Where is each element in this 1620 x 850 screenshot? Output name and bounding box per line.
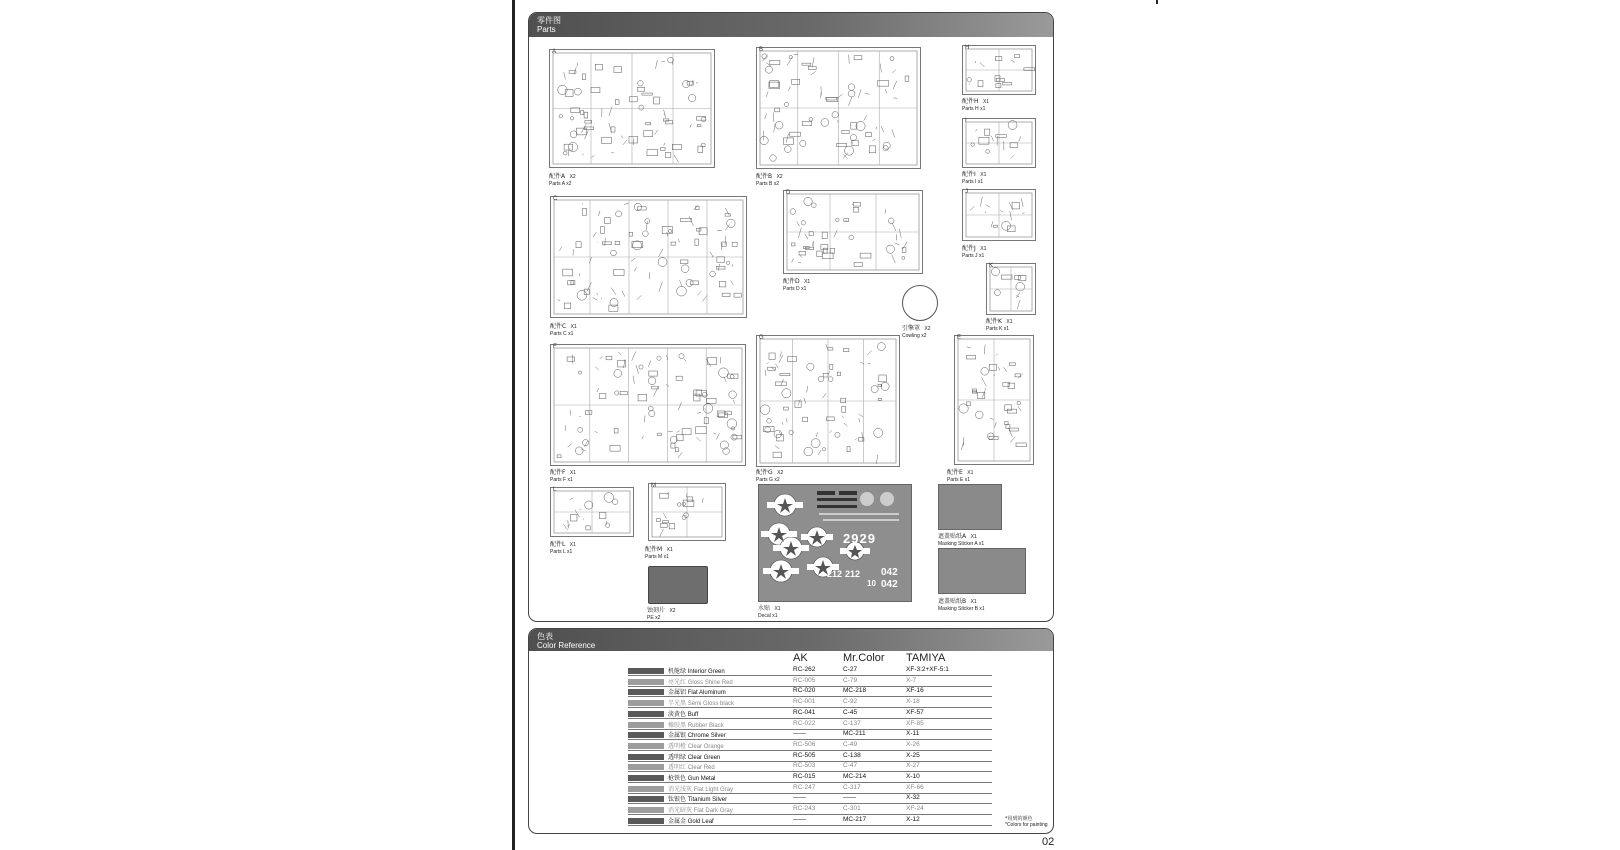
column-ak: AK	[793, 652, 808, 664]
mr-color-code: C-27	[843, 666, 858, 673]
caption-parts-f	[550, 466, 576, 484]
column-mr-color: Mr.Color	[843, 652, 885, 664]
sprue-line-art	[987, 264, 1035, 314]
tamiya-code: XF-57	[906, 708, 924, 716]
color-row	[628, 794, 992, 804]
tamiya-code: X-7	[906, 676, 917, 684]
color-name-cn: 机舱绿	[668, 668, 687, 675]
color-name	[668, 698, 734, 707]
color-name-cn: 半光黑	[668, 700, 687, 708]
color-name-cn: 枪铁色	[668, 775, 687, 782]
color-swatch	[628, 679, 664, 685]
color-row	[628, 762, 992, 772]
caption-mask-a	[938, 530, 984, 548]
caption-count: X1	[970, 599, 977, 605]
sprue-line-art	[963, 46, 1035, 94]
sprue-k	[986, 263, 1036, 315]
color-name-en: Flat Aluminum	[687, 690, 726, 697]
ak-code: RC-020	[793, 687, 816, 695]
tamiya-code: XF-3:2+XF-5:1	[906, 666, 949, 673]
note-cn: *用到的颜色	[1005, 816, 1033, 822]
caption-en	[783, 286, 810, 293]
caption-parts-l	[550, 538, 576, 556]
caption-count: X1	[967, 470, 974, 476]
color-name-en: Clear Red	[687, 765, 715, 772]
ak-code: RC-503	[793, 762, 816, 770]
ak-code: RC-505	[793, 751, 816, 759]
caption-count-en: x1	[978, 253, 985, 259]
caption-en-text: Parts C	[550, 331, 567, 337]
caption-count-en: x1	[663, 554, 669, 560]
caption-en	[550, 477, 576, 484]
caption-en-text: Parts G	[756, 477, 773, 483]
caption-cn: 配件K	[986, 318, 1002, 325]
sprue-m	[648, 483, 726, 541]
color-row	[628, 752, 992, 762]
caption-count-en: x1	[980, 106, 986, 112]
caption-parts-j	[962, 242, 986, 260]
color-name-en: Semi Gloss black	[687, 701, 735, 708]
caption-cn: 配件D	[783, 278, 800, 285]
color-name-cn: 金属铝	[668, 689, 687, 697]
caption-mask-b	[938, 595, 985, 613]
caption-parts-e	[947, 466, 973, 484]
color-swatch	[628, 711, 664, 717]
caption-count: X1	[804, 279, 811, 285]
tamiya-code: X-32	[906, 794, 920, 802]
ak-code: RC-243	[793, 805, 816, 813]
color-name-cn: 钛银色	[668, 796, 687, 804]
color-row	[628, 773, 992, 783]
caption-count-en: x2	[773, 181, 780, 187]
caption-cn: 配件A	[549, 173, 566, 180]
caption-en	[756, 181, 783, 188]
color-name-en: Interior Green	[687, 669, 725, 675]
caption-en-text: Cowling	[902, 333, 920, 339]
ak-code: RC-001	[793, 698, 816, 706]
sprue-g	[756, 335, 900, 467]
sprue-line-art	[963, 190, 1035, 240]
decal-number-042a: 042	[881, 567, 898, 578]
caption-count: X2	[776, 174, 783, 180]
caption-en-text: Parts L	[550, 549, 566, 555]
decal-number-2929: 2929	[843, 531, 876, 546]
caption-cn: 配件G	[756, 469, 773, 476]
color-row	[628, 687, 992, 697]
mr-color-code: C-47	[843, 762, 858, 770]
caption-en	[758, 613, 781, 620]
sprue-line-art	[550, 50, 714, 167]
caption-cn: 配件J	[962, 245, 976, 252]
sprue-line-art	[963, 119, 1035, 167]
sprue-d	[783, 190, 923, 274]
caption-en	[550, 549, 576, 556]
color-swatch	[628, 754, 664, 760]
caption-cn: 水贴	[758, 605, 771, 612]
caption-en	[947, 477, 973, 484]
color-name	[668, 720, 724, 729]
color-swatch	[628, 743, 664, 749]
mr-color-code: C-301	[843, 805, 861, 813]
mr-color-code: C-49	[843, 740, 858, 748]
tamiya-code: X-18	[906, 698, 920, 706]
caption-en	[938, 541, 984, 548]
caption-cn: 遮盖贴纸A	[938, 533, 967, 540]
sprue-letter: D	[786, 190, 791, 196]
caption-count-en: x2	[566, 181, 572, 187]
caption-parts-k	[986, 315, 1013, 333]
color-title-en: Color Reference	[537, 641, 596, 650]
color-swatch	[628, 818, 664, 824]
caption-count-en: x1	[568, 331, 574, 337]
color-name	[668, 752, 720, 761]
sprue-letter: G	[759, 335, 764, 341]
ak-code: RC-022	[793, 719, 816, 727]
caption-count: X2	[924, 326, 931, 332]
row-underline	[628, 825, 992, 826]
mr-color-code: C-138	[843, 751, 861, 759]
color-row	[628, 784, 992, 794]
tamiya-code: XF-85	[906, 719, 924, 727]
decal-number-212a: 212	[827, 569, 843, 579]
caption-cn: 配件I	[962, 171, 976, 178]
note-en: *Colors for painting	[1005, 822, 1048, 828]
color-row	[628, 666, 992, 676]
caption-en	[902, 333, 931, 340]
sprue-b	[756, 47, 921, 169]
ak-code: RC-041	[793, 708, 816, 716]
ak-code: RC-506	[793, 740, 816, 748]
color-swatch	[628, 786, 664, 792]
caption-en-text: Parts I	[962, 179, 977, 185]
color-name-cn: 淡黄色	[668, 710, 687, 718]
caption-en-text: Parts J	[962, 253, 978, 259]
color-row	[628, 741, 992, 751]
caption-count: X1	[982, 99, 990, 105]
sprue-line-art	[955, 336, 1033, 464]
caption-count-en: x1	[567, 549, 573, 555]
caption-en	[938, 606, 985, 613]
mr-color-code: C-79	[843, 676, 858, 684]
color-swatch	[628, 700, 664, 706]
caption-en	[962, 179, 986, 186]
color-swatch	[628, 732, 664, 738]
tamiya-code: XF-24	[906, 805, 924, 813]
sprue-h	[962, 45, 1036, 95]
caption-en	[986, 326, 1013, 333]
caption-count: X1	[774, 606, 781, 612]
caption-decal	[758, 602, 781, 620]
sprue-letter: C	[553, 196, 558, 202]
caption-count: X1	[970, 534, 977, 540]
caption-count-en: x1	[1003, 326, 1010, 332]
color-header	[529, 629, 1053, 651]
caption-cn: 蚀刻片	[647, 607, 666, 614]
color-swatch	[628, 764, 664, 770]
sprue-letter: I	[965, 118, 967, 124]
sprue-letter: B	[759, 47, 764, 53]
caption-parts-h	[962, 95, 989, 113]
ak-code: RC-262	[793, 666, 816, 673]
caption-parts-g	[756, 466, 783, 484]
decal-number-212b: 212	[845, 569, 861, 579]
caption-count: X1	[1006, 319, 1013, 325]
color-name-cn: 透明绿	[668, 753, 687, 761]
photo-etch-fret	[648, 566, 708, 604]
color-name	[668, 677, 733, 686]
parts-title-cn: 零件图	[537, 16, 561, 25]
caption-en	[647, 615, 676, 622]
caption-cn: 配件E	[947, 469, 963, 476]
caption-count-en: x1	[964, 477, 971, 483]
caption-pe	[647, 604, 676, 622]
parts-title-en: Parts	[537, 25, 556, 34]
sprue-letter: J	[965, 189, 968, 195]
color-swatch	[628, 775, 664, 781]
caption-count-en: x2	[655, 615, 661, 621]
caption-en-text: Decal	[758, 613, 771, 619]
caption-en-text: Parts D	[783, 286, 800, 292]
color-swatch	[628, 796, 664, 802]
caption-en	[962, 253, 986, 260]
caption-count-en: x2	[921, 333, 927, 339]
caption-en-text: Parts E	[947, 477, 964, 483]
mr-color-code: MC-214	[843, 773, 867, 780]
sprue-line-art	[649, 484, 725, 540]
page-edge-corner	[1156, 0, 1158, 4]
color-row	[628, 816, 992, 826]
caption-count: X1	[980, 246, 987, 252]
tamiya-code: X-25	[906, 751, 920, 759]
color-name-en: Gloss Shine Red	[687, 679, 733, 686]
caption-count: X2	[777, 470, 784, 476]
color-name-cn: 消光浅灰	[668, 785, 693, 793]
color-name	[668, 794, 727, 803]
color-name-cn: 消光暗灰	[668, 807, 693, 815]
caption-parts-m	[645, 543, 673, 561]
mr-color-code: MC-217	[843, 815, 867, 823]
tamiya-code: X-27	[906, 762, 920, 770]
color-name	[668, 816, 714, 825]
color-name-en: Flat Light Gray	[693, 786, 734, 793]
caption-en-text: Parts B	[756, 181, 773, 187]
color-name-en: Clear Green	[687, 754, 721, 761]
tamiya-code: XF-16	[906, 687, 924, 695]
color-name	[668, 773, 715, 782]
caption-cn: 配件H	[962, 98, 979, 105]
caption-count-en: x1	[979, 606, 985, 612]
caption-en-text: Parts K	[986, 326, 1003, 332]
color-swatch	[628, 689, 664, 695]
color-row	[628, 805, 992, 815]
caption-cn: 配件L	[550, 541, 566, 548]
caption-en-text: Parts F	[550, 477, 567, 483]
caption-parts-i	[962, 168, 986, 186]
cowling-part	[902, 285, 938, 321]
color-name	[668, 687, 726, 696]
caption-cn: 配件F	[550, 469, 566, 476]
ak-code: RC-005	[793, 676, 816, 684]
decal-number-10: 10	[867, 579, 876, 588]
caption-count-en: x1	[567, 477, 573, 483]
sprue-letter: A	[552, 49, 557, 55]
caption-en	[550, 331, 577, 338]
ak-code: RC-247	[793, 783, 816, 791]
caption-en-text: Masking Sticker B	[938, 606, 979, 612]
color-name-cn: 亮光红	[668, 678, 687, 686]
caption-en-text: Parts A	[549, 181, 565, 187]
caption-en	[756, 477, 783, 484]
color-name-en: Clear Orange	[687, 743, 724, 750]
caption-count: X2	[569, 174, 576, 180]
sprue-line-art	[757, 48, 920, 168]
column-tamiya: TAMIYA	[906, 652, 946, 664]
color-row	[628, 709, 992, 719]
sprue-line-art	[757, 336, 899, 466]
color-name-en: Titanium Silver	[687, 797, 728, 804]
sprue-i	[962, 118, 1036, 168]
color-name-en: Rubber Black	[687, 722, 724, 729]
color-row	[628, 720, 992, 730]
sprue-letter: F	[553, 344, 557, 350]
tamiya-code: X-26	[906, 740, 920, 748]
mr-color-code: C-137	[843, 719, 861, 727]
color-name-en: Gun Metal	[687, 776, 716, 782]
caption-cowling	[902, 322, 931, 340]
caption-en	[645, 554, 673, 561]
sprue-letter: E	[957, 335, 962, 341]
parts-header	[529, 13, 1053, 37]
mr-color-code: MC-218	[843, 687, 867, 695]
mr-color-code: ——	[843, 794, 856, 802]
caption-count-en: x1	[772, 613, 778, 619]
ak-code: ——	[793, 794, 806, 802]
tamiya-code: X-11	[906, 730, 920, 738]
color-title-cn: 色表	[537, 632, 553, 641]
color-name-cn: 透明橙	[668, 742, 687, 750]
sprue-l	[550, 487, 634, 537]
sprue-j	[962, 189, 1036, 241]
color-name-cn: 橡胶黑	[668, 721, 687, 729]
caption-count-en: x2	[774, 477, 780, 483]
color-name	[668, 762, 715, 771]
color-name-en: Chrome Silver	[687, 733, 726, 740]
caption-en-text: Parts H	[962, 106, 979, 112]
sprue-line-art	[551, 488, 633, 536]
sprue-line-art	[784, 191, 922, 273]
color-name-en: Buff	[687, 711, 699, 718]
color-name-en: Flat Dark Gray	[693, 808, 733, 815]
caption-count: X1	[569, 470, 577, 476]
sprue-e	[954, 335, 1034, 465]
decal-sheet	[758, 484, 912, 602]
mr-color-code: MC-211	[843, 730, 866, 738]
sprue-letter: L	[553, 487, 557, 493]
caption-en-text: Masking Sticker A	[938, 541, 978, 547]
caption-count: X1	[569, 542, 576, 548]
caption-cn: 引擎罩	[902, 325, 921, 332]
sprue-a	[549, 49, 715, 168]
decal-number-042b: 042	[881, 579, 898, 590]
color-name	[668, 784, 733, 793]
caption-parts-c	[550, 320, 577, 338]
caption-count: X1	[570, 324, 577, 330]
color-name-cn: 透明红	[668, 764, 687, 772]
sprue-letter: K	[989, 263, 994, 269]
color-swatch	[628, 722, 664, 728]
color-swatch	[628, 668, 664, 674]
caption-cn: 配件B	[756, 173, 773, 180]
caption-count-en: x1	[801, 286, 807, 292]
ak-code: ——	[793, 730, 806, 738]
color-row	[628, 698, 992, 708]
caption-cn: 配件C	[550, 323, 567, 330]
sprue-f	[550, 344, 746, 466]
tamiya-code: XF-66	[906, 783, 924, 791]
mr-color-code: C-45	[843, 708, 858, 716]
color-name	[668, 666, 725, 675]
color-name-cn: 金属银	[668, 732, 687, 740]
caption-count-en: x1	[978, 541, 985, 547]
sprue-line-art	[551, 345, 745, 465]
mr-color-code: C-92	[843, 698, 858, 706]
caption-count-en: x1	[977, 179, 984, 185]
color-name	[668, 741, 724, 750]
color-name	[668, 730, 726, 739]
tamiya-code: X-12	[906, 815, 920, 823]
caption-en	[549, 181, 576, 188]
masking-sticker-a	[938, 484, 1002, 530]
caption-parts-b	[756, 170, 783, 188]
ak-code: ——	[793, 815, 806, 823]
caption-parts-a	[549, 170, 576, 188]
masking-sticker-b	[938, 548, 1026, 594]
color-name	[668, 709, 698, 718]
color-swatch	[628, 807, 664, 813]
color-name-en: Gold Leaf	[687, 818, 714, 825]
tamiya-code: X-10	[906, 773, 920, 780]
sprue-c	[550, 196, 747, 318]
sprue-letter: M	[651, 483, 656, 489]
sprue-line-art	[551, 197, 746, 317]
caption-count: X1	[980, 172, 987, 178]
caption-cn: 配件M	[645, 546, 663, 553]
caption-en-text: Parts M	[645, 554, 663, 560]
caption-parts-d	[783, 275, 810, 293]
caption-count: X2	[669, 608, 676, 614]
color-name	[668, 805, 733, 814]
sprue-letter: H	[965, 45, 970, 51]
color-row	[628, 730, 992, 740]
caption-count: X1	[666, 547, 673, 553]
caption-en-text: PE	[647, 615, 654, 621]
color-name-cn: 金属金	[668, 817, 687, 825]
color-row	[628, 677, 992, 687]
page-number: 02	[1042, 836, 1055, 848]
page-edge	[512, 0, 515, 850]
caption-cn: 遮盖贴纸B	[938, 598, 967, 605]
mr-color-code: C-317	[843, 783, 861, 791]
caption-en	[962, 106, 989, 113]
ak-code: RC-015	[793, 773, 816, 780]
